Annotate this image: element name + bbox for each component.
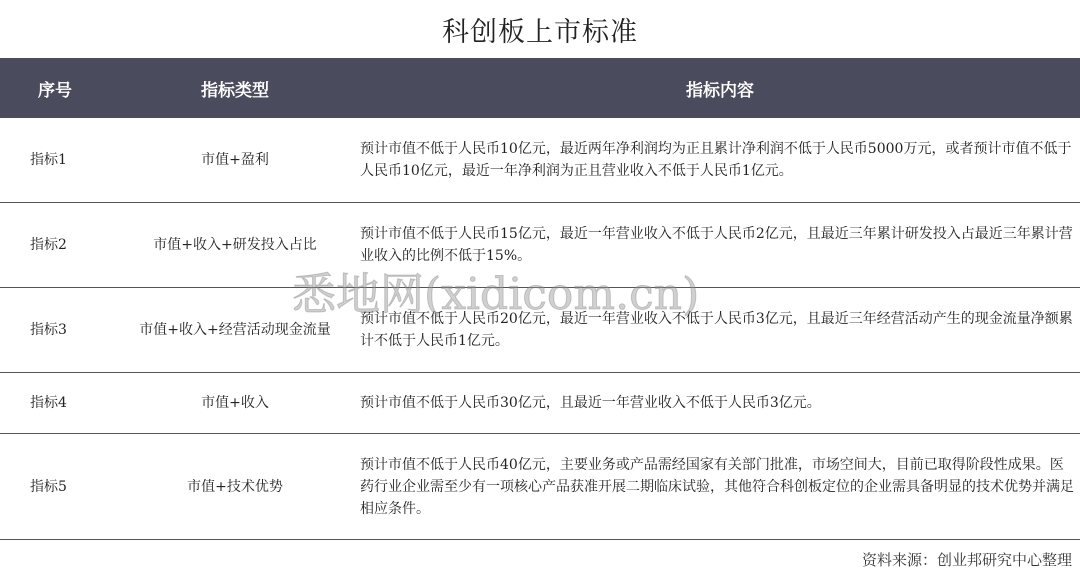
row-content: 预计市值不低于人民币10亿元，最近两年净利润均为正且累计净利润不低于人民币5000万元，或者预计市值不低于人民币10亿元，最近一年净利润为正且营业收入不低于人民币1亿元。 [360, 118, 1080, 203]
row-id: 指标2 [0, 203, 110, 288]
row-content: 预计市值不低于人民币30亿元，且最近一年营业收入不低于人民币3亿元。 [360, 373, 1080, 434]
row-content: 预计市值不低于人民币20亿元，最近一年营业收入不低于人民币3亿元，且最近三年经营活动产生的现金流量净额累计不低于人民币1亿元。 [360, 288, 1080, 373]
row-type: 市值+收入+经营活动现金流量 [110, 288, 360, 373]
row-content: 预计市值不低于人民币15亿元，最近一年营业收入不低于人民币2亿元，且最近三年累计研发投入占最近三年累计营业收入的比例不低于15%。 [360, 203, 1080, 288]
page-title: 科创板上市标准 [442, 17, 638, 48]
row-type: 市值+盈利 [110, 118, 360, 203]
table-row [0, 288, 1080, 373]
row-type: 市值+收入+研发投入占比 [110, 203, 360, 288]
row-content: 预计市值不低于人民币40亿元，主要业务或产品需经国家有关部门批准，市场空间大，目前已取得阶段性成果。医药行业企业需至少有一项核心产品获准开展二期临床试验，其他符合科创板定位的企业需具备明显的技术优势并满足相应条件。 [360, 434, 1080, 540]
row-id: 指标5 [0, 434, 110, 540]
row-id: 指标3 [0, 288, 110, 373]
row-type: 市值+收入 [110, 373, 360, 434]
table-row [0, 203, 1080, 288]
watermark: 悉地网(xidicom.cn) [292, 269, 700, 320]
table-row [0, 373, 1080, 434]
source-note: 资料来源：创业邦研究中心整理 [861, 551, 1072, 569]
listing-standards-table [0, 58, 1080, 540]
row-type: 市值+技术优势 [110, 434, 360, 540]
table-header-row [0, 58, 1080, 118]
table-row [0, 434, 1080, 540]
row-id: 指标4 [0, 373, 110, 434]
header-content: 指标内容 [360, 58, 1080, 118]
row-id: 指标1 [0, 118, 110, 203]
table-row [0, 118, 1080, 203]
header-type: 指标类型 [110, 58, 360, 118]
header-index: 序号 [0, 58, 110, 118]
